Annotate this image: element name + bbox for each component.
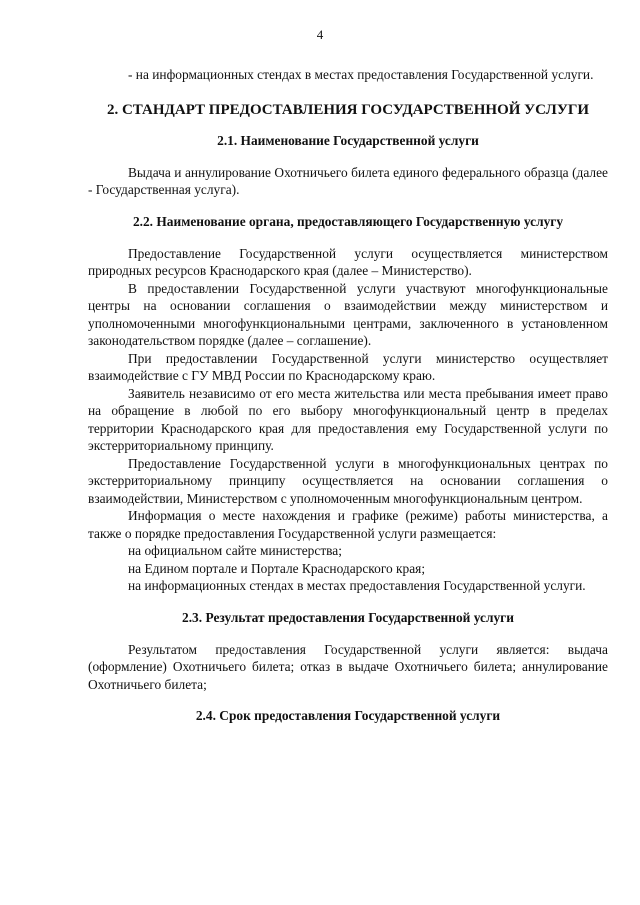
section-title: 2. СТАНДАРТ ПРЕДОСТАВЛЕНИЯ ГОСУДАРСТВЕННОЙ УСЛУГИ (106, 101, 590, 118)
subsection-2-3-heading: 2.3. Результат предоставления Государственной услуги (182, 609, 514, 625)
list-item-website: на официальном сайте министерства; (128, 543, 342, 558)
list-item-portal: на Едином портале и Портале Краснодарского края; (128, 560, 426, 576)
paragraph-2-3-1: Результатом предоставления Государственной услуги является: выдача (оформление) Охотничьего билета; отказ в выдаче Охотничьего билета; аннулирование Охотничьего билета; (88, 641, 608, 692)
paragraph-2-2-2: В предоставлении Государственной услуги участвуют многофункциональные центры на основании соглашения о взаимодействии между министерством и уполномоченными многофункциональными центрами, заключенного в установленном законодательством порядке (далее – соглашение). (88, 280, 608, 348)
paragraph-2-2-5: Предоставление Государственной услуги в многофункциональных центрах по экстерриториальному принципу осуществляется на основании соглашения о взаимодействии, Министерством с уполномоченным многофункциональным центром. (88, 455, 608, 506)
subsection-2-1-heading: 2.1. Наименование Государственной услуги (217, 132, 479, 148)
paragraph-2-1-1: Выдача и аннулирование Охотничьего билета единого федерального образца (далее - Государственная услуга). (88, 164, 608, 197)
paragraph-2-2-6: Информация о месте нахождения и графике (режиме) работы министерства, а также о порядке предоставления Государственной услуги размещается: (88, 508, 608, 541)
subsection-2-2-heading: 2.2. Наименование органа, предоставляющего Государственную услугу (132, 213, 564, 229)
list-item-stands: на информационных стендах в местах предоставления Государственной услуги. (128, 578, 586, 593)
paragraph-2-2-3: При предоставлении Государственной услуги министерство осуществляет взаимодействие с ГУ МВД России по Краснодарскому краю. (88, 350, 608, 383)
page-number: 4 (316, 27, 324, 42)
intro-paragraph: - на информационных стендах в местах предоставления Государственной услуги. (128, 67, 594, 82)
paragraph-2-2-1: Предоставление Государственной услуги осуществляется министерством природных ресурсов Краснодарского края (далее – Министерство). (88, 245, 608, 278)
subsection-2-4-heading: 2.4. Срок предоставления Государственной услуги (195, 708, 501, 723)
paragraph-2-2-4: Заявитель независимо от его места жительства или места пребывания имеет право на обращение в любой по его выбору многофункциональный центр в пределах территории Краснодарского края для предоставления ему Государственной услуги по экстерриториальному принципу. (88, 385, 608, 453)
document-body (88, 66, 608, 725)
